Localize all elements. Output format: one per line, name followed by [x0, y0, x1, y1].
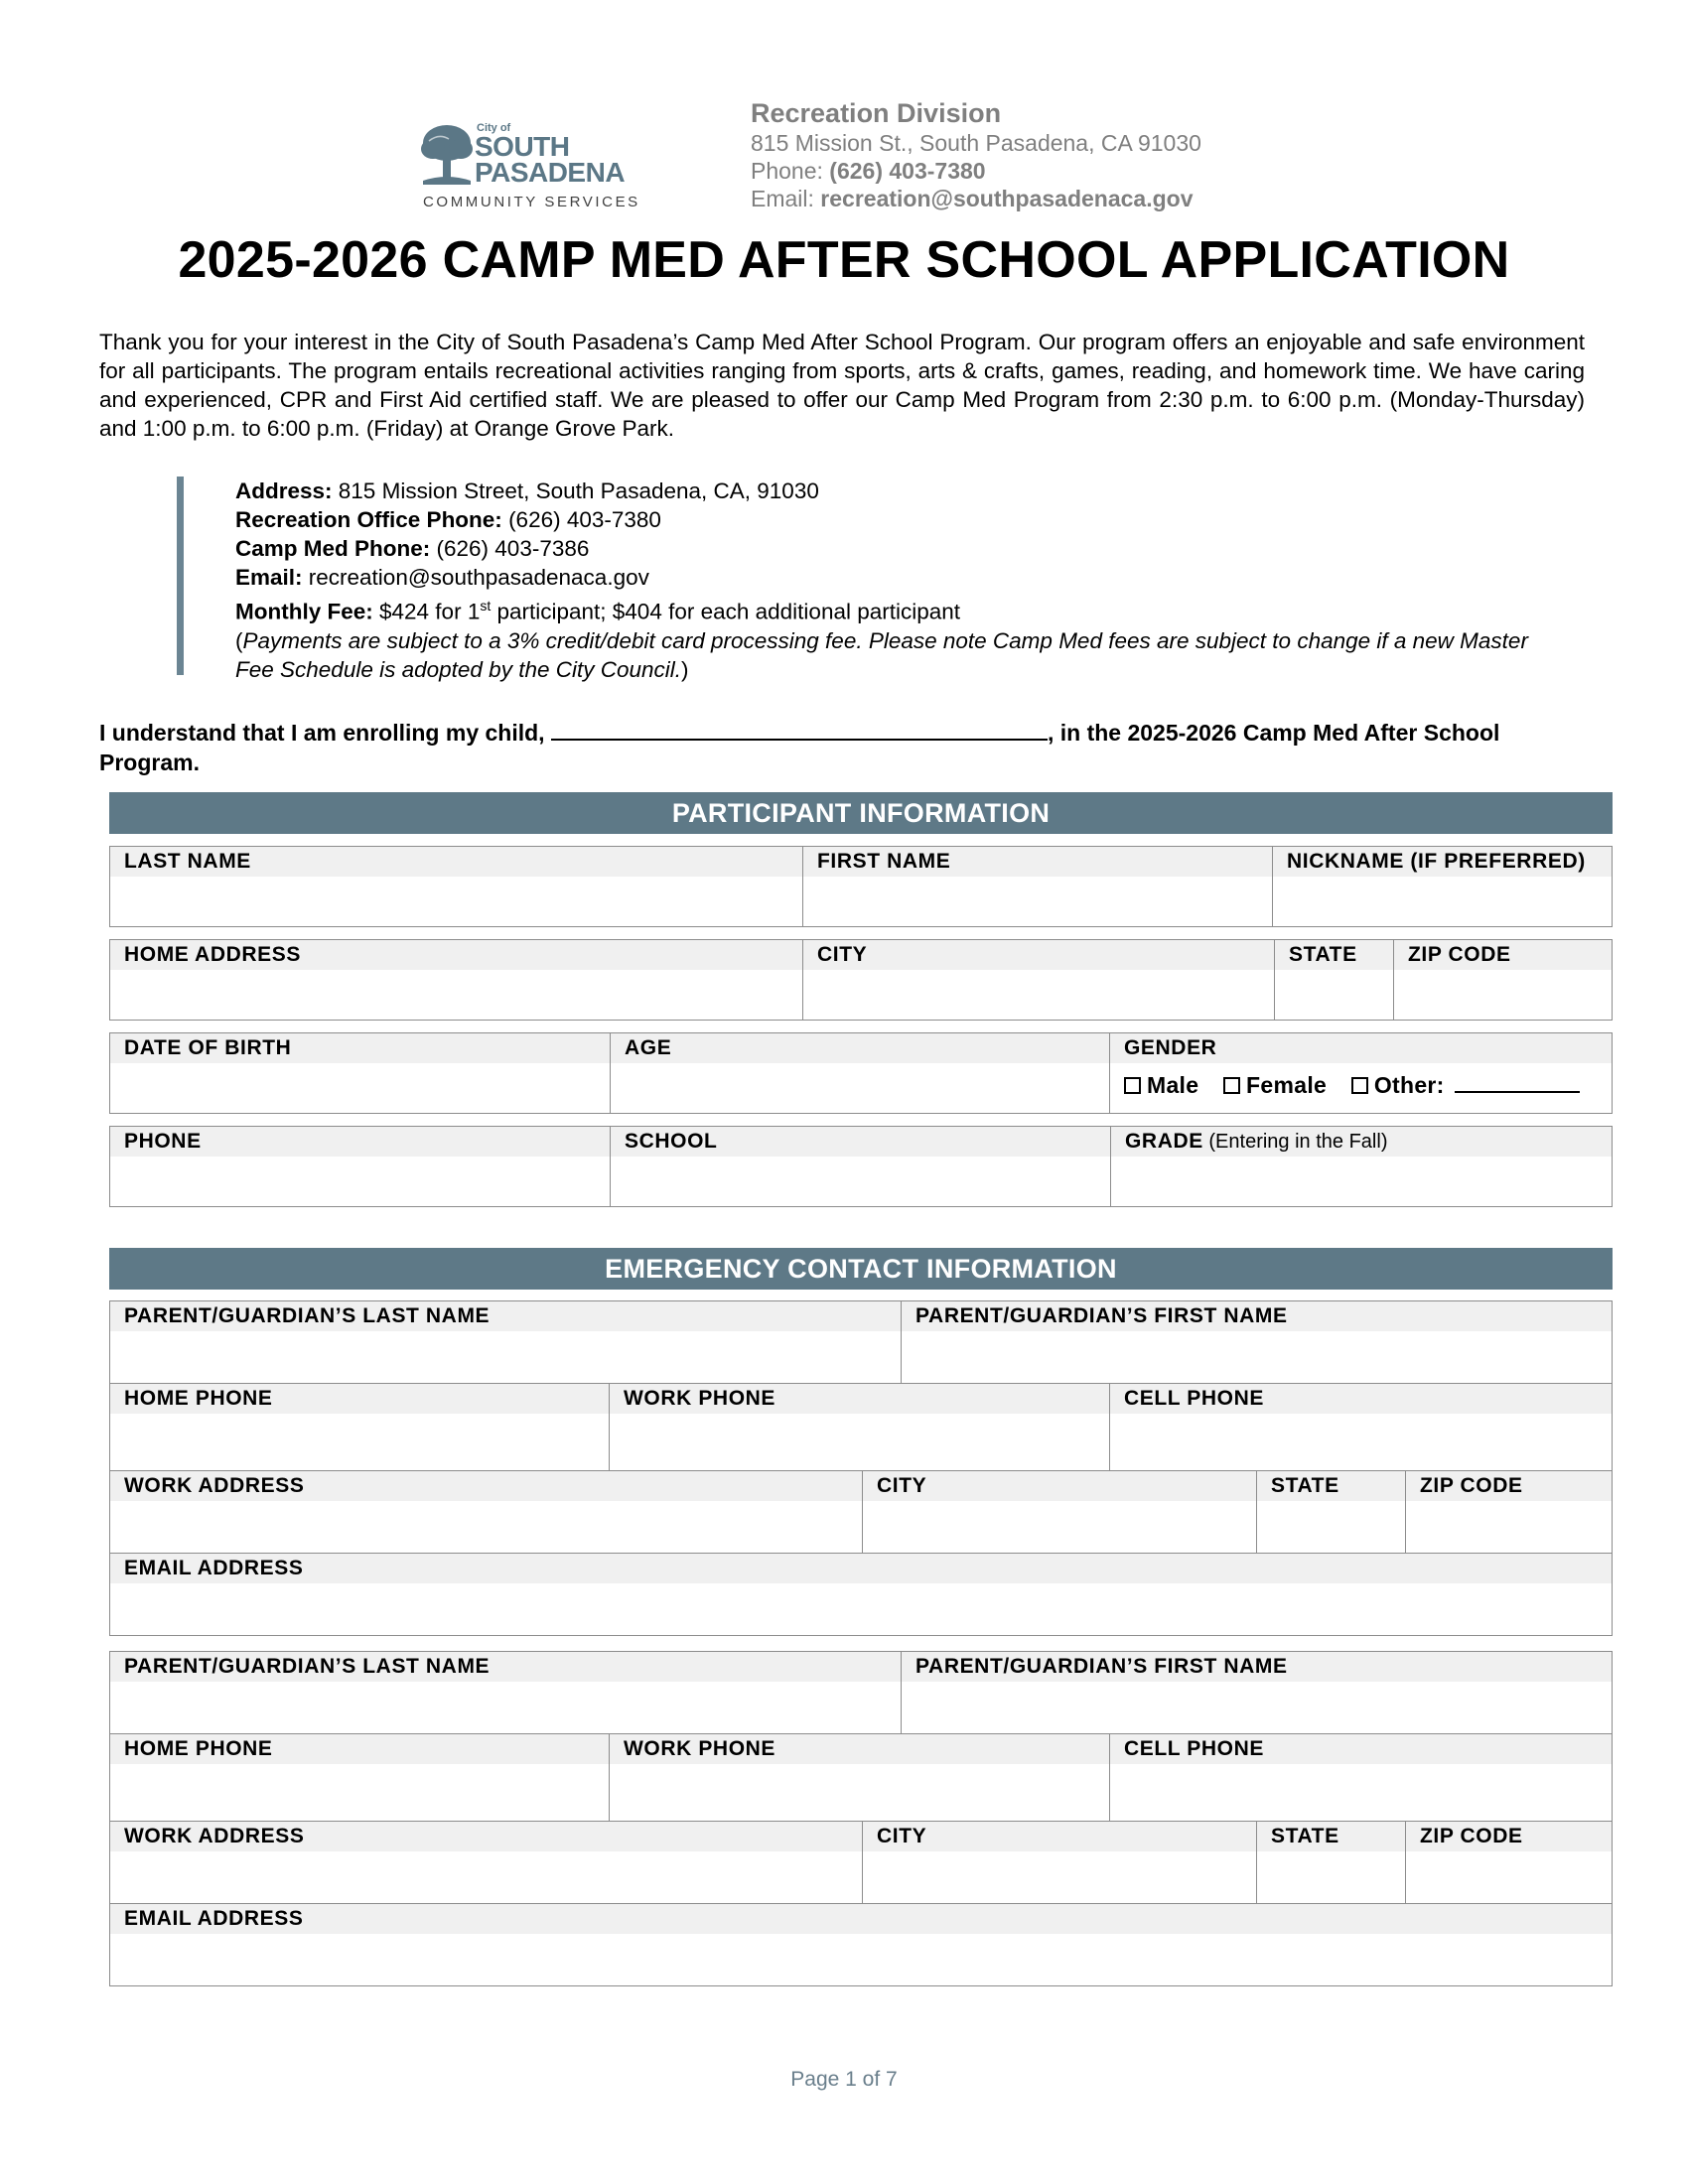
ec1-email-label: EMAIL ADDRESS	[110, 1554, 1612, 1583]
ec1-row-names	[110, 1301, 1612, 1384]
tree-logo-icon	[419, 119, 475, 191]
other-gender-blank[interactable]	[1455, 1071, 1580, 1093]
ec2-first-name-field[interactable]	[902, 1652, 1612, 1733]
info-fee-sup: st	[480, 598, 492, 614]
info-office-phone	[235, 505, 1556, 534]
page-title: 2025-2026 CAMP MED AFTER SCHOOL APPLICATION	[178, 231, 1510, 289]
zip-label: ZIP CODE	[1394, 940, 1612, 970]
ec2-home-phone-field[interactable]	[110, 1734, 610, 1821]
other-checkbox[interactable]	[1351, 1077, 1368, 1094]
phone-label: PHONE	[110, 1127, 610, 1157]
dob-label: DATE OF BIRTH	[110, 1033, 610, 1063]
ec2-city-field[interactable]	[863, 1822, 1257, 1903]
logo-south: SOUTH	[475, 131, 570, 162]
info-email-value: recreation@southpasadenaca.gov	[302, 565, 649, 590]
other-label: Other:	[1373, 1072, 1445, 1098]
ec1-row-email	[110, 1554, 1612, 1634]
ec1-zip-field[interactable]	[1406, 1471, 1612, 1553]
grade-label-main: GRADE	[1125, 1130, 1203, 1153]
info-address-label: Address:	[235, 478, 333, 503]
female-checkbox[interactable]	[1223, 1077, 1240, 1094]
info-camp-phone-label: Camp Med Phone:	[235, 536, 431, 561]
logo-pasadena: PASADENA	[475, 157, 626, 188]
division-email	[751, 185, 1307, 212]
info-fee-a: $424 for 1	[372, 599, 481, 624]
home-address-label: HOME ADDRESS	[110, 940, 802, 970]
enroll-after: , in the 2025-2026 Camp Med After School Program.	[99, 720, 1500, 775]
home-address-field[interactable]	[110, 940, 803, 1020]
division-email-address[interactable]: recreation@southpasadenaca.gov	[820, 186, 1194, 211]
ec2-state-field[interactable]	[1257, 1822, 1406, 1903]
ec1-last-name-label: PARENT/GUARDIAN’S LAST NAME	[110, 1301, 901, 1331]
info-accent-bar	[177, 477, 184, 675]
page-number: Page 1 of 7	[790, 2068, 898, 2091]
ec1-home-phone-field[interactable]	[110, 1384, 610, 1470]
emergency-contact-1	[109, 1300, 1613, 1636]
logo-community-services: COMMUNITY SERVICES	[423, 194, 640, 210]
nickname-field[interactable]	[1273, 847, 1612, 926]
ec2-cell-phone-label: CELL PHONE	[1110, 1734, 1612, 1764]
ec1-cell-phone-field[interactable]	[1110, 1384, 1612, 1470]
ec2-work-phone-field[interactable]	[610, 1734, 1110, 1821]
phone-field[interactable]	[110, 1127, 611, 1206]
state-field[interactable]	[1275, 940, 1394, 1020]
ec2-row-names	[110, 1652, 1612, 1734]
info-camp-phone-value: (626) 403-7386	[430, 536, 590, 561]
ec1-city-label: CITY	[863, 1471, 1256, 1501]
ec1-work-address-label: WORK ADDRESS	[110, 1471, 862, 1501]
ec1-zip-label: ZIP CODE	[1406, 1471, 1612, 1501]
info-note-close: )	[681, 656, 689, 682]
male-checkbox[interactable]	[1124, 1077, 1141, 1094]
participant-row-names	[109, 846, 1613, 927]
ec2-row-address	[110, 1822, 1612, 1904]
ec1-last-name-field[interactable]	[110, 1301, 902, 1383]
zip-field[interactable]	[1394, 940, 1612, 1020]
ec2-email-field[interactable]	[110, 1904, 1612, 1984]
age-field[interactable]	[611, 1033, 1110, 1113]
city-logo	[419, 119, 657, 218]
ec2-row-email	[110, 1904, 1612, 1984]
ec2-work-phone-label: WORK PHONE	[610, 1734, 1109, 1764]
grade-label-sub: (Entering in the Fall)	[1202, 1131, 1388, 1153]
ec1-state-label: STATE	[1257, 1471, 1405, 1501]
info-address	[235, 477, 1556, 505]
first-name-label: FIRST NAME	[803, 847, 1272, 877]
emergency-section-header: EMERGENCY CONTACT INFORMATION	[109, 1248, 1613, 1290]
ec1-work-phone-field[interactable]	[610, 1384, 1110, 1470]
info-fee-label: Monthly Fee:	[235, 599, 373, 624]
division-name: Recreation Division	[751, 98, 1002, 128]
info-note	[235, 626, 1556, 684]
info-note-text: Payments are subject to a 3% credit/debit card processing fee. Please note Camp Med fees are subject to change if a new Master Fee Schedule is adopted by the City Council.	[235, 627, 1528, 682]
ec1-email-field[interactable]	[110, 1554, 1612, 1634]
first-name-field[interactable]	[803, 847, 1273, 926]
ec2-email-label: EMAIL ADDRESS	[110, 1904, 1612, 1934]
ec2-home-phone-label: HOME PHONE	[110, 1734, 609, 1764]
division-contact-block	[751, 97, 1307, 212]
program-info	[235, 477, 1556, 684]
ec2-work-address-label: WORK ADDRESS	[110, 1822, 862, 1851]
info-email	[235, 563, 1556, 592]
info-camp-phone	[235, 534, 1556, 563]
ec2-zip-label: ZIP CODE	[1406, 1822, 1612, 1851]
ec2-work-address-field[interactable]	[110, 1822, 863, 1903]
participant-row-dob	[109, 1032, 1613, 1114]
ec1-city-field[interactable]	[863, 1471, 1257, 1553]
info-office-phone-label: Recreation Office Phone:	[235, 507, 502, 532]
phone-label: Phone:	[751, 158, 823, 184]
gender-female-option[interactable]	[1223, 1072, 1327, 1098]
ec1-state-field[interactable]	[1257, 1471, 1406, 1553]
gender-label: GENDER	[1110, 1033, 1612, 1063]
ec1-first-name-label: PARENT/GUARDIAN’S FIRST NAME	[902, 1301, 1612, 1331]
ec2-last-name-label: PARENT/GUARDIAN’S LAST NAME	[110, 1652, 901, 1682]
enroll-before: I understand that I am enrolling my child,	[99, 720, 551, 746]
division-phone-number: (626) 403-7380	[829, 158, 986, 184]
school-field[interactable]	[611, 1127, 1111, 1206]
ec1-cell-phone-label: CELL PHONE	[1110, 1384, 1612, 1414]
ec2-zip-field[interactable]	[1406, 1822, 1612, 1903]
logo-city-of: City of	[477, 122, 511, 134]
division-address: 815 Mission St., South Pasadena, CA 91030	[751, 130, 1201, 156]
info-office-phone-value: (626) 403-7380	[501, 507, 661, 532]
participant-row-phone	[109, 1126, 1613, 1207]
state-label: STATE	[1275, 940, 1393, 970]
ec2-last-name-field[interactable]	[110, 1652, 902, 1733]
emergency-contact-2	[109, 1651, 1613, 1986]
info-fee	[235, 592, 1556, 626]
participant-section-header: PARTICIPANT INFORMATION	[109, 792, 1613, 834]
info-note-open: (	[235, 627, 243, 653]
dob-field[interactable]	[110, 1033, 611, 1113]
intro-paragraph: Thank you for your interest in the City of South Pasadena’s Camp Med After School Program. Our program offers an enjoyable and safe environment for all participants. The program entails recreational activities ranging from sports, arts & crafts, games, reading, and homework time. We have caring and experienced, CPR and First Aid certified staff. We are pleased to offer our Camp Med Program from 2:30 p.m. to 6:00 p.m. (Monday-Thursday) and 1:00 p.m. to 6:00 p.m. (Friday) at Orange Grove Park.	[99, 330, 1585, 441]
ec2-row-phones	[110, 1734, 1612, 1822]
nickname-label: NICKNAME (IF PREFERRED)	[1273, 847, 1612, 877]
city-label: CITY	[803, 940, 1274, 970]
grade-label	[1111, 1127, 1612, 1157]
grade-field[interactable]	[1111, 1127, 1612, 1206]
gender-field	[1110, 1033, 1612, 1113]
last-name-label: LAST NAME	[110, 847, 802, 877]
division-phone	[751, 157, 1307, 185]
school-label: SCHOOL	[611, 1127, 1110, 1157]
ec2-state-label: STATE	[1257, 1822, 1405, 1851]
ec2-cell-phone-field[interactable]	[1110, 1734, 1612, 1821]
ec1-row-phones	[110, 1384, 1612, 1471]
enrollment-statement	[99, 717, 1585, 777]
gender-male-option[interactable]	[1124, 1072, 1198, 1098]
ec2-city-label: CITY	[863, 1822, 1256, 1851]
ec1-work-address-field[interactable]	[110, 1471, 863, 1553]
info-email-label: Email:	[235, 565, 303, 590]
gender-options	[1110, 1063, 1612, 1099]
email-label: Email:	[751, 186, 814, 211]
ec1-work-phone-label: WORK PHONE	[610, 1384, 1109, 1414]
ec1-first-name-field[interactable]	[902, 1301, 1612, 1383]
male-label: Male	[1147, 1072, 1199, 1098]
participant-row-address	[109, 939, 1613, 1021]
last-name-field[interactable]	[110, 847, 803, 926]
ec2-first-name-label: PARENT/GUARDIAN’S FIRST NAME	[902, 1652, 1612, 1682]
ec1-row-address	[110, 1471, 1612, 1554]
age-label: AGE	[611, 1033, 1109, 1063]
ec1-home-phone-label: HOME PHONE	[110, 1384, 609, 1414]
female-label: Female	[1246, 1072, 1328, 1098]
info-address-value: 815 Mission Street, South Pasadena, CA, 91030	[332, 478, 819, 503]
gender-other-option[interactable]	[1351, 1072, 1445, 1098]
city-field[interactable]	[803, 940, 1275, 1020]
child-name-blank[interactable]	[551, 717, 1048, 741]
info-fee-b: participant; $404 for each additional participant	[491, 599, 961, 624]
